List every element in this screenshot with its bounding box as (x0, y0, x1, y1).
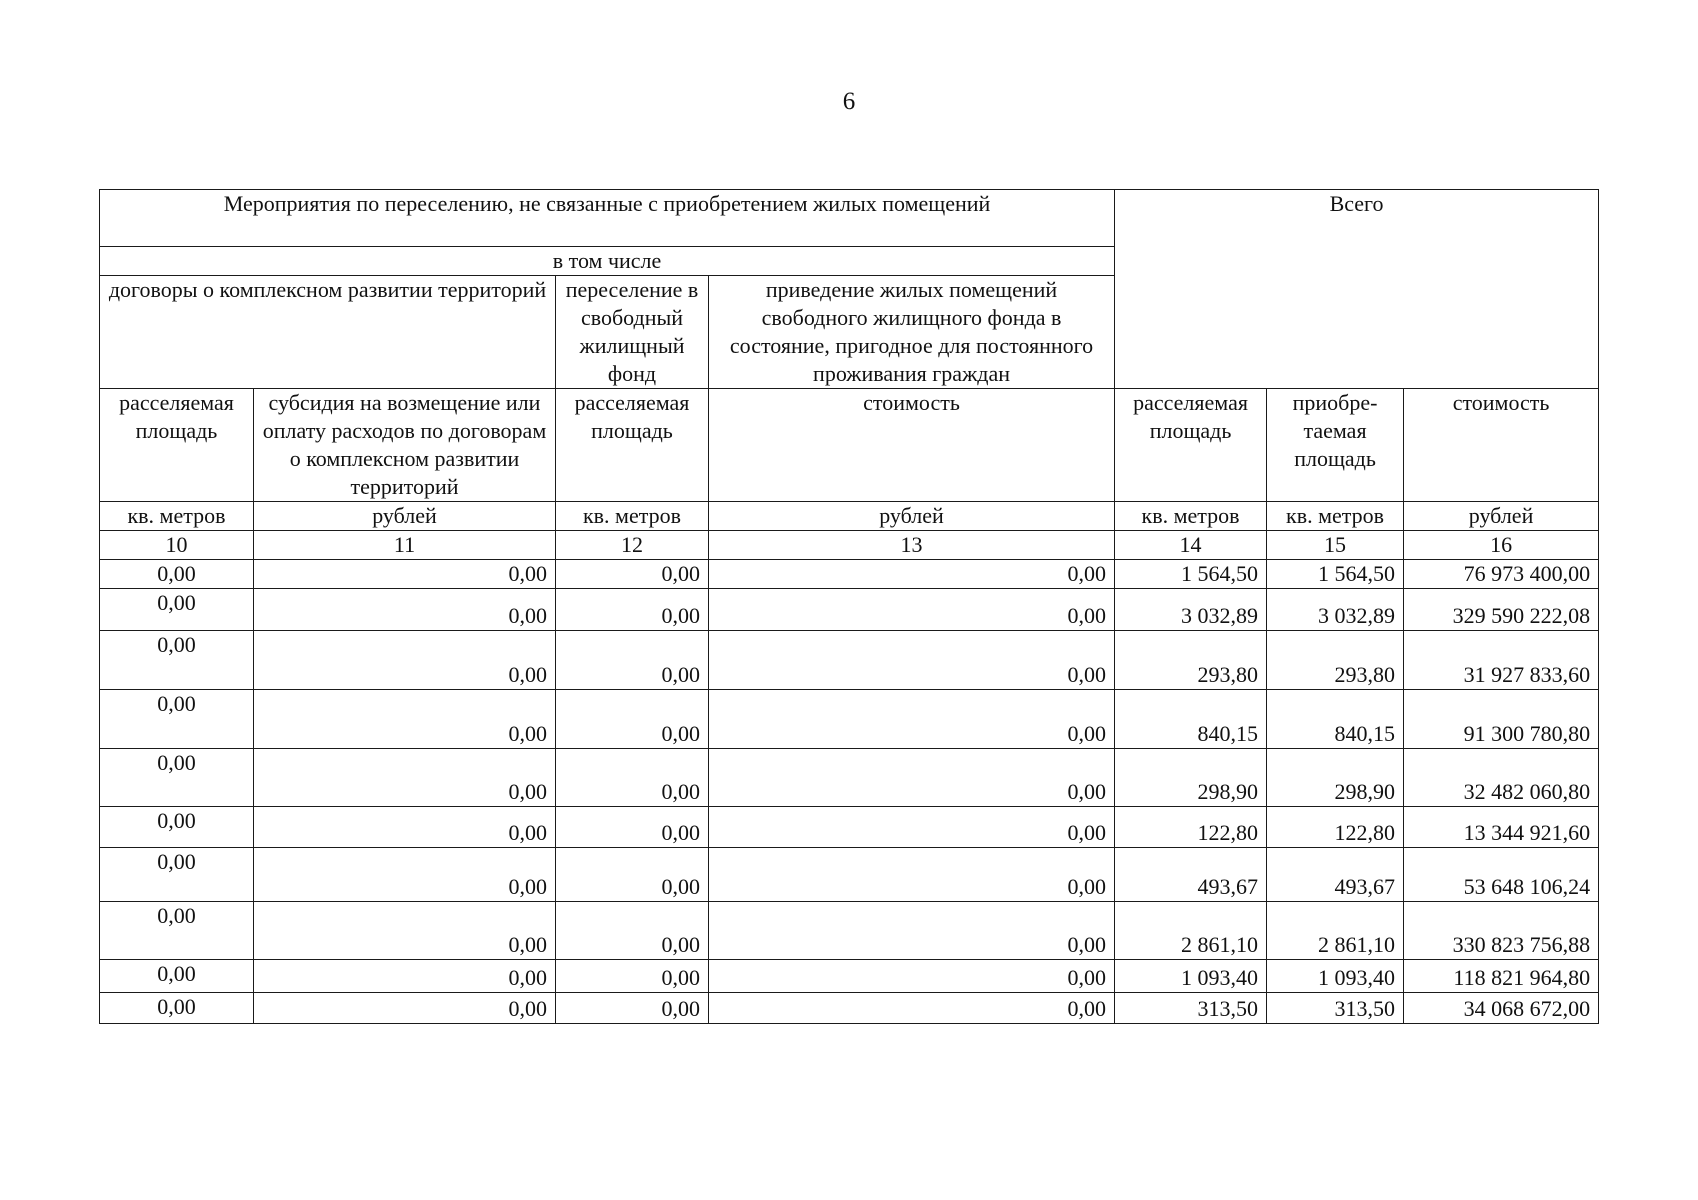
column-number: 14 (1115, 531, 1267, 560)
value-cell: 0,00 (709, 560, 1115, 589)
value-cell: 0,00 (556, 807, 709, 848)
value-cell: 0,00 (709, 848, 1115, 902)
value-cell: 118 821 964,80 (1404, 960, 1599, 993)
column-header: стоимость (709, 389, 1115, 502)
value-cell: 0,00 (100, 960, 254, 993)
value-cell: 31 927 833,60 (1404, 631, 1599, 690)
value-cell: 298,90 (1115, 749, 1267, 807)
value-cell: 76 973 400,00 (1404, 560, 1599, 589)
unit-cell: рублей (1404, 502, 1599, 531)
value-cell: 34 068 672,00 (1404, 993, 1599, 1024)
value-cell: 122,80 (1267, 807, 1404, 848)
value-cell: 2 861,10 (1267, 902, 1404, 960)
unit-cell: рублей (254, 502, 556, 531)
value-cell: 298,90 (1267, 749, 1404, 807)
table-row (100, 960, 1599, 993)
column-number: 15 (1267, 531, 1404, 560)
value-cell: 0,00 (709, 749, 1115, 807)
value-cell: 122,80 (1115, 807, 1267, 848)
free-fund-header: переселение в свободный жилищный фонд (556, 276, 709, 389)
value-cell: 0,00 (100, 560, 254, 589)
value-cell: 3 032,89 (1267, 589, 1404, 631)
value-cell: 0,00 (556, 690, 709, 749)
column-number: 13 (709, 531, 1115, 560)
value-cell: 330 823 756,88 (1404, 902, 1599, 960)
value-cell: 0,00 (100, 589, 254, 631)
repair-header: приведение жилых помещений свободного жилищного фонда в состояние, пригодное для постоянного проживания граждан (709, 276, 1115, 389)
page-number: 6 (842, 88, 856, 115)
value-cell: 0,00 (100, 807, 254, 848)
table-row (100, 690, 1599, 749)
value-cell: 0,00 (556, 589, 709, 631)
column-header: приобре-таемая площадь (1267, 389, 1404, 502)
table-row (100, 993, 1599, 1024)
value-cell: 0,00 (709, 960, 1115, 993)
value-cell: 0,00 (254, 589, 556, 631)
column-number: 12 (556, 531, 709, 560)
value-cell: 0,00 (100, 749, 254, 807)
value-cell: 0,00 (556, 848, 709, 902)
value-cell: 0,00 (709, 631, 1115, 690)
value-cell: 0,00 (556, 902, 709, 960)
table-row (100, 589, 1599, 631)
value-cell: 0,00 (254, 902, 556, 960)
contracts-header: договоры о комплексном развитии территорий (100, 276, 556, 389)
value-cell: 293,80 (1267, 631, 1404, 690)
value-cell: 91 300 780,80 (1404, 690, 1599, 749)
value-cell: 1 564,50 (1267, 560, 1404, 589)
unit-cell: кв. метров (1115, 502, 1267, 531)
resettlement-table (99, 189, 1599, 1024)
value-cell: 0,00 (556, 560, 709, 589)
value-cell: 0,00 (556, 631, 709, 690)
value-cell: 1 564,50 (1115, 560, 1267, 589)
subgroup-header: в том числе (100, 247, 1115, 276)
value-cell: 0,00 (254, 560, 556, 589)
value-cell: 0,00 (709, 589, 1115, 631)
value-cell: 0,00 (254, 631, 556, 690)
value-cell: 293,80 (1115, 631, 1267, 690)
group-header: Мероприятия по переселению, не связанные с приобретением жилых помещений (100, 190, 1115, 247)
value-cell: 0,00 (100, 902, 254, 960)
value-cell: 0,00 (709, 690, 1115, 749)
column-header: расселяемая площадь (1115, 389, 1267, 502)
value-cell: 0,00 (709, 993, 1115, 1024)
column-header: субсидия на возмещение или оплату расходов по договорам о комплексном развитии территорий (254, 389, 556, 502)
value-cell: 1 093,40 (1115, 960, 1267, 993)
value-cell: 2 861,10 (1115, 902, 1267, 960)
table-row (100, 560, 1599, 589)
value-cell: 0,00 (709, 902, 1115, 960)
value-cell: 0,00 (254, 848, 556, 902)
value-cell: 313,50 (1115, 993, 1267, 1024)
value-cell: 0,00 (254, 960, 556, 993)
value-cell: 493,67 (1115, 848, 1267, 902)
unit-cell: кв. метров (100, 502, 254, 531)
value-cell: 0,00 (100, 631, 254, 690)
value-cell: 53 648 106,24 (1404, 848, 1599, 902)
total-header: Всего (1115, 190, 1599, 389)
value-cell: 0,00 (556, 749, 709, 807)
column-number: 16 (1404, 531, 1599, 560)
value-cell: 840,15 (1267, 690, 1404, 749)
value-cell: 0,00 (254, 749, 556, 807)
unit-cell: кв. метров (556, 502, 709, 531)
column-number: 10 (100, 531, 254, 560)
unit-cell: рублей (709, 502, 1115, 531)
table-row (100, 749, 1599, 807)
value-cell: 493,67 (1267, 848, 1404, 902)
value-cell: 313,50 (1267, 993, 1404, 1024)
column-header: стоимость (1404, 389, 1599, 502)
column-header: расселяемая площадь (556, 389, 709, 502)
value-cell: 0,00 (556, 993, 709, 1024)
value-cell: 0,00 (709, 807, 1115, 848)
value-cell: 0,00 (556, 960, 709, 993)
value-cell: 0,00 (100, 690, 254, 749)
column-header: расселяемая площадь (100, 389, 254, 502)
value-cell: 0,00 (100, 848, 254, 902)
table-row (100, 902, 1599, 960)
value-cell: 3 032,89 (1115, 589, 1267, 631)
value-cell: 13 344 921,60 (1404, 807, 1599, 848)
table-row (100, 631, 1599, 690)
value-cell: 32 482 060,80 (1404, 749, 1599, 807)
unit-cell: кв. метров (1267, 502, 1404, 531)
value-cell: 329 590 222,08 (1404, 589, 1599, 631)
value-cell: 0,00 (254, 807, 556, 848)
value-cell: 0,00 (100, 993, 254, 1024)
column-number: 11 (254, 531, 556, 560)
table-row (100, 848, 1599, 902)
value-cell: 0,00 (254, 690, 556, 749)
table-row (100, 807, 1599, 848)
value-cell: 0,00 (254, 993, 556, 1024)
value-cell: 1 093,40 (1267, 960, 1404, 993)
value-cell: 840,15 (1115, 690, 1267, 749)
